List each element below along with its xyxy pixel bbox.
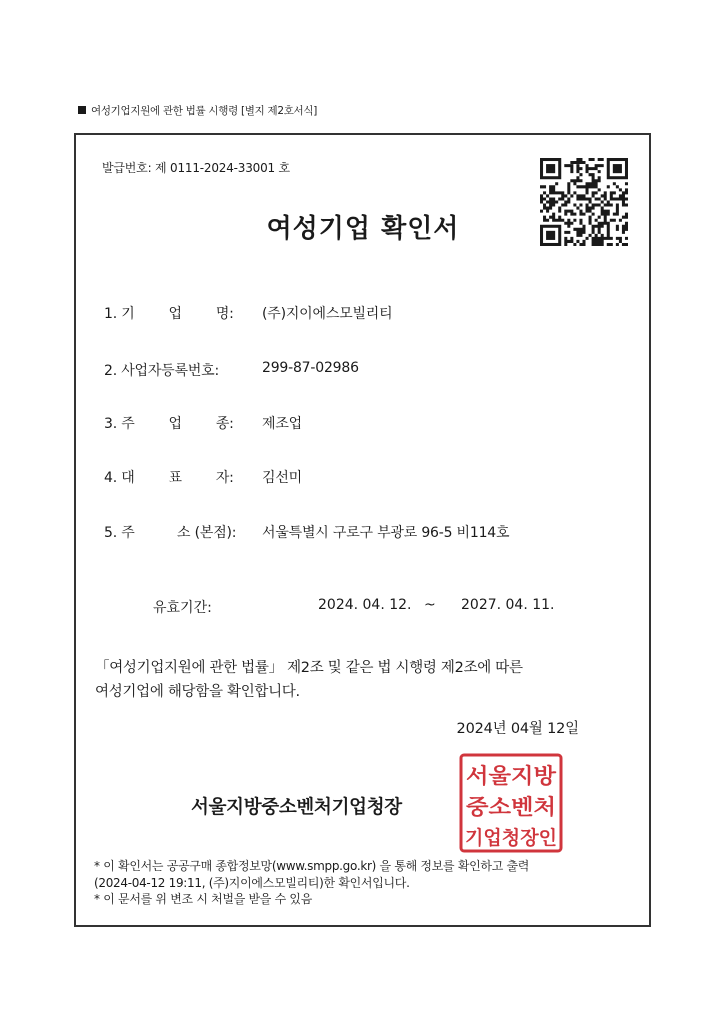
svg-text:기업청장인: 기업청장인 xyxy=(465,827,557,849)
footnotes xyxy=(94,858,529,908)
square-bullet-icon xyxy=(78,106,86,114)
issuer-name: 서울지방중소벤처기업청장 xyxy=(191,797,402,818)
field-label: 5. 주 소 (본점): xyxy=(104,525,237,541)
field-label: 4. 대 표 자: xyxy=(104,470,234,486)
confirmation-statement xyxy=(95,656,595,704)
field-label: 2. 사업자등록번호: xyxy=(104,363,219,379)
field-value: 서울특별시 구로구 부광로 96-5 비114호 xyxy=(262,525,510,541)
statement-line: 「여성기업지원에 관한 법률」 제2조 및 같은 법 시행령 제2조에 따른 xyxy=(95,660,523,676)
footnote-line: * 이 문서를 위 변조 시 처벌을 받을 수 있음 xyxy=(94,892,313,906)
field-value: (주)지이에스모빌리티 xyxy=(262,306,393,322)
issue-number: 발급번호: 제 0111-2024-33001 호 xyxy=(102,161,290,175)
issue-date: 2024년 04월 12일 xyxy=(456,721,579,737)
svg-text:서울지방: 서울지방 xyxy=(466,764,557,788)
field-label: 1. 기 업 명: xyxy=(104,306,234,322)
field-value: 김선미 xyxy=(262,470,302,486)
certificate-title: 여성기업 확인서 xyxy=(266,214,460,244)
validity-start-date: 2024. 04. 12. xyxy=(318,597,412,613)
official-seal-stamp xyxy=(458,752,564,854)
validity-end-date: 2027. 04. 11. xyxy=(461,597,555,613)
footnote-line: (2024-04-12 19:11, (주)지이에스모빌리티)한 확인서입니다. xyxy=(94,875,410,890)
field-value: 299-87-02986 xyxy=(262,360,359,376)
field-value: 제조업 xyxy=(262,416,302,432)
field-label: 3. 주 업 종: xyxy=(104,416,234,432)
footnote-line: * 이 확인서는 공공구매 종합정보망(www.smpp.go.kr) 을 통해 정보를 확인하고 출력 xyxy=(94,859,530,873)
validity-separator: ~ xyxy=(424,597,436,613)
form-reference-note xyxy=(78,103,317,118)
validity-label: 유효기간: xyxy=(153,600,212,616)
statement-line: 여성기업에 해당함을 확인합니다. xyxy=(95,684,300,700)
form-reference-text: 여성기업지원에 관한 법률 시행령 [별지 제2호서식] xyxy=(91,105,318,117)
svg-text:중소벤처: 중소벤처 xyxy=(466,795,556,819)
